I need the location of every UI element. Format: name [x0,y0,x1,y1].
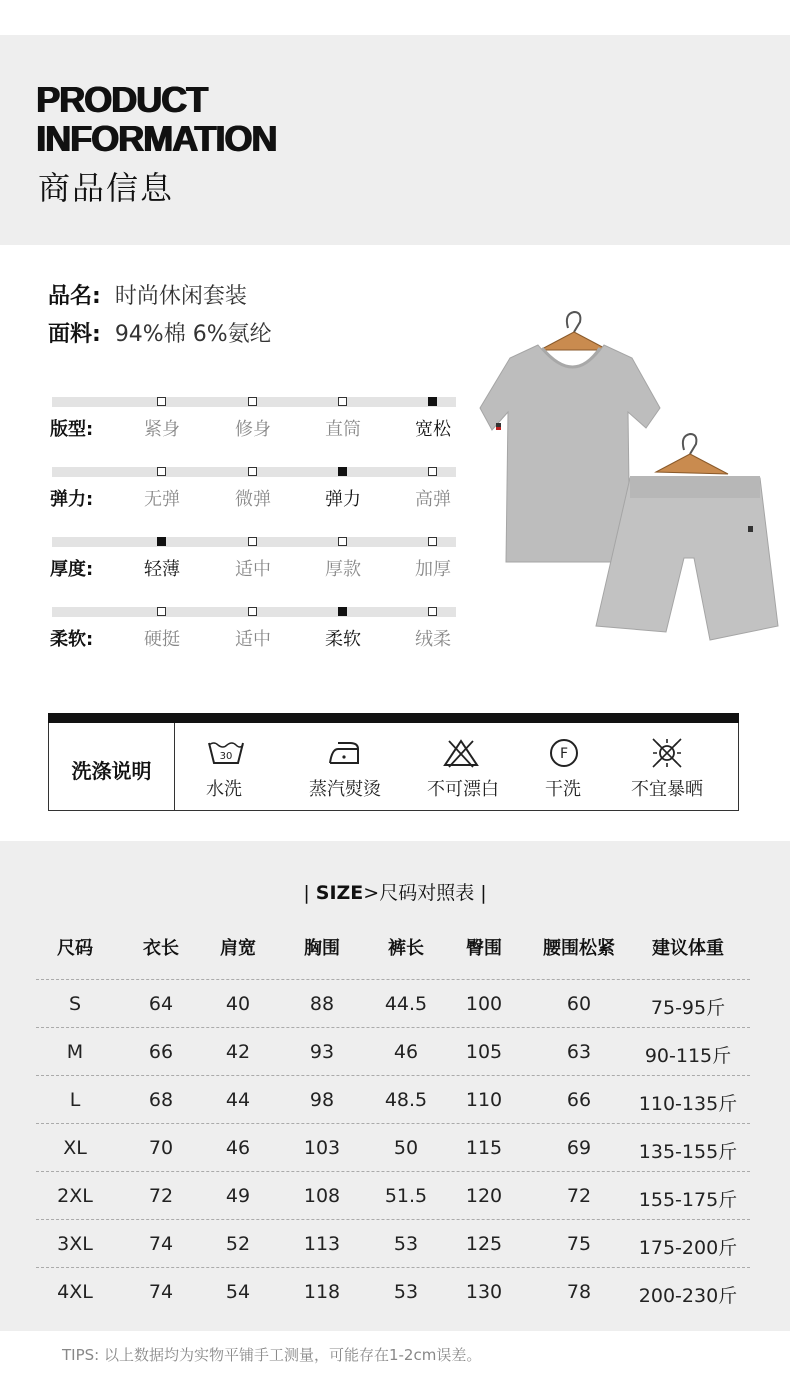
title-bar-left: | [303,882,316,904]
table-cell: 93 [309,1041,335,1063]
table-cell: 46 [225,1137,251,1159]
checkbox-checked [157,537,166,546]
wash-title: 洗涤说明 [71,759,152,783]
table-cell: 53 [393,1281,419,1303]
column-header: 建议体重 [652,938,724,959]
table-cell: 64 [148,993,174,1015]
row-divider [36,1123,750,1124]
material-row [48,317,272,348]
attribute-option: 直筒 [325,419,361,440]
dry-clean-icon [544,737,584,769]
table-cell: 51.5 [384,1185,428,1207]
table-cell: 72 [148,1185,174,1207]
checkbox-unchecked [338,537,347,546]
table-cell: 2XL [57,1185,93,1207]
table-cell: 135-155斤 [638,1141,738,1163]
checkbox-unchecked [428,537,437,546]
wash-label-dryclean: 干洗 [545,779,581,800]
table-cell: 90-115斤 [644,1045,732,1067]
table-cell: 69 [566,1137,592,1159]
table-cell: 103 [303,1137,341,1159]
attribute-option: 绒柔 [415,629,451,650]
table-cell: L [69,1089,81,1111]
header-panel [0,35,790,245]
table-cell: 66 [148,1041,174,1063]
table-cell: 88 [309,993,335,1015]
row-divider [36,1219,750,1220]
attribute-label: 厚度: [50,559,94,580]
table-cell: 113 [303,1233,341,1255]
table-cell: 50 [393,1137,419,1159]
column-header: 肩宽 [220,938,256,959]
row-divider [36,1267,750,1268]
product-name-label: 品名: [48,284,101,309]
table-cell: 3XL [57,1233,93,1255]
iron-icon [324,737,364,769]
table-cell: 98 [309,1089,335,1111]
table-cell: 120 [465,1185,503,1207]
title-en-line1: PRODUCT [36,79,207,120]
checkbox-unchecked [248,467,257,476]
table-cell: 53 [393,1233,419,1255]
table-cell: 48.5 [384,1089,428,1111]
checkbox-unchecked [428,607,437,616]
wash-temp-text: 30 [219,751,233,762]
table-cell: M [66,1041,84,1063]
attribute-option: 柔软 [325,629,361,650]
checkbox-checked [338,607,347,616]
checkbox-unchecked [338,397,347,406]
no-bleach-icon [441,737,481,769]
checkbox-unchecked [428,467,437,476]
product-name-row [48,279,247,310]
table-cell: 130 [465,1281,503,1303]
checkbox-checked [338,467,347,476]
table-cell: 74 [148,1281,174,1303]
wash-30-icon [206,737,246,769]
table-cell: 75-95斤 [650,997,726,1019]
table-cell: 40 [225,993,251,1015]
hanger-icon [567,312,581,332]
attribute-option: 修身 [235,419,271,440]
table-cell: 63 [566,1041,592,1063]
tips-text: TIPS: 以上数据均为实物平铺手工测量，可能存在1-2cm误差。 [62,1346,482,1364]
table-cell: 68 [148,1089,174,1111]
wash-label-bleach: 不可漂白 [427,779,499,800]
title-cn: 商品信息 [38,169,175,207]
row-divider [36,1075,750,1076]
column-header: 胸围 [304,938,340,959]
column-header: 臀围 [466,938,502,959]
wash-label-water: 水洗 [206,779,242,800]
attribute-option: 轻薄 [144,559,180,580]
checkbox-checked [428,397,437,406]
checkbox-unchecked [157,397,166,406]
attribute-option: 适中 [235,559,271,580]
table-cell: 125 [465,1233,503,1255]
attribute-label: 柔软: [50,629,94,650]
size-table-title [0,878,790,905]
column-header: 尺码 [57,938,93,959]
table-cell: S [68,993,82,1015]
checkbox-unchecked [248,537,257,546]
garment-image [470,290,790,650]
attribute-option: 厚款 [325,559,361,580]
attribute-option: 弹力 [325,489,361,510]
attribute-option: 无弹 [144,489,180,510]
table-cell: 74 [148,1233,174,1255]
attribute-option: 适中 [235,629,271,650]
table-cell: 75 [566,1233,592,1255]
table-cell: 70 [148,1137,174,1159]
table-cell: 72 [566,1185,592,1207]
table-cell: 110 [465,1089,503,1111]
attribute-label: 弹力: [50,489,94,510]
attribute-label: 版型: [50,419,94,440]
product-name-value: 时尚休闲套装 [114,284,247,309]
table-cell: 60 [566,993,592,1015]
table-cell: 155-175斤 [638,1189,738,1211]
dry-clean-letter: F [559,746,569,762]
table-cell: 54 [225,1281,251,1303]
material-value: 94%棉 6%氨纶 [114,322,272,347]
attribute-option: 硬挺 [144,629,180,650]
material-label: 面料: [48,322,101,347]
table-cell: XL [63,1137,87,1159]
column-header: 衣长 [143,938,179,959]
table-cell: 115 [465,1137,503,1159]
table-cell: 46 [393,1041,419,1063]
attribute-option: 紧身 [144,419,180,440]
attribute-option: 微弹 [235,489,271,510]
attribute-option: 加厚 [415,559,451,580]
wash-header-bar [48,713,739,723]
table-cell: 78 [566,1281,592,1303]
table-cell: 108 [303,1185,341,1207]
column-header: 裤长 [388,938,424,959]
title-en-line2: INFORMATION [36,118,277,159]
table-cell: 110-135斤 [638,1093,738,1115]
table-cell: 4XL [57,1281,93,1303]
attribute-option: 宽松 [415,419,451,440]
attribute-option: 高弹 [415,489,451,510]
table-cell: 44.5 [384,993,428,1015]
title-bar-right: | [474,882,487,904]
size-title-rest: >尺码对照表 [363,882,475,904]
table-cell: 175-200斤 [638,1237,738,1259]
table-cell: 52 [225,1233,251,1255]
checkbox-unchecked [248,607,257,616]
checkbox-unchecked [248,397,257,406]
no-sun-icon [647,737,687,769]
wash-label-iron: 蒸汽熨烫 [309,779,381,800]
table-cell: 49 [225,1185,251,1207]
table-cell: 118 [303,1281,341,1303]
table-cell: 200-230斤 [638,1285,738,1307]
size-title-bold: SIZE [315,882,364,904]
table-cell: 44 [225,1089,251,1111]
wash-label-sun: 不宜暴晒 [631,779,703,800]
table-cell: 100 [465,993,503,1015]
column-header: 腰围松紧 [543,938,615,959]
checkbox-unchecked [157,607,166,616]
table-cell: 105 [465,1041,503,1063]
row-divider [36,1027,750,1028]
table-cell: 42 [225,1041,251,1063]
row-divider [36,1171,750,1172]
row-divider [36,979,750,980]
checkbox-unchecked [157,467,166,476]
table-cell: 66 [566,1089,592,1111]
